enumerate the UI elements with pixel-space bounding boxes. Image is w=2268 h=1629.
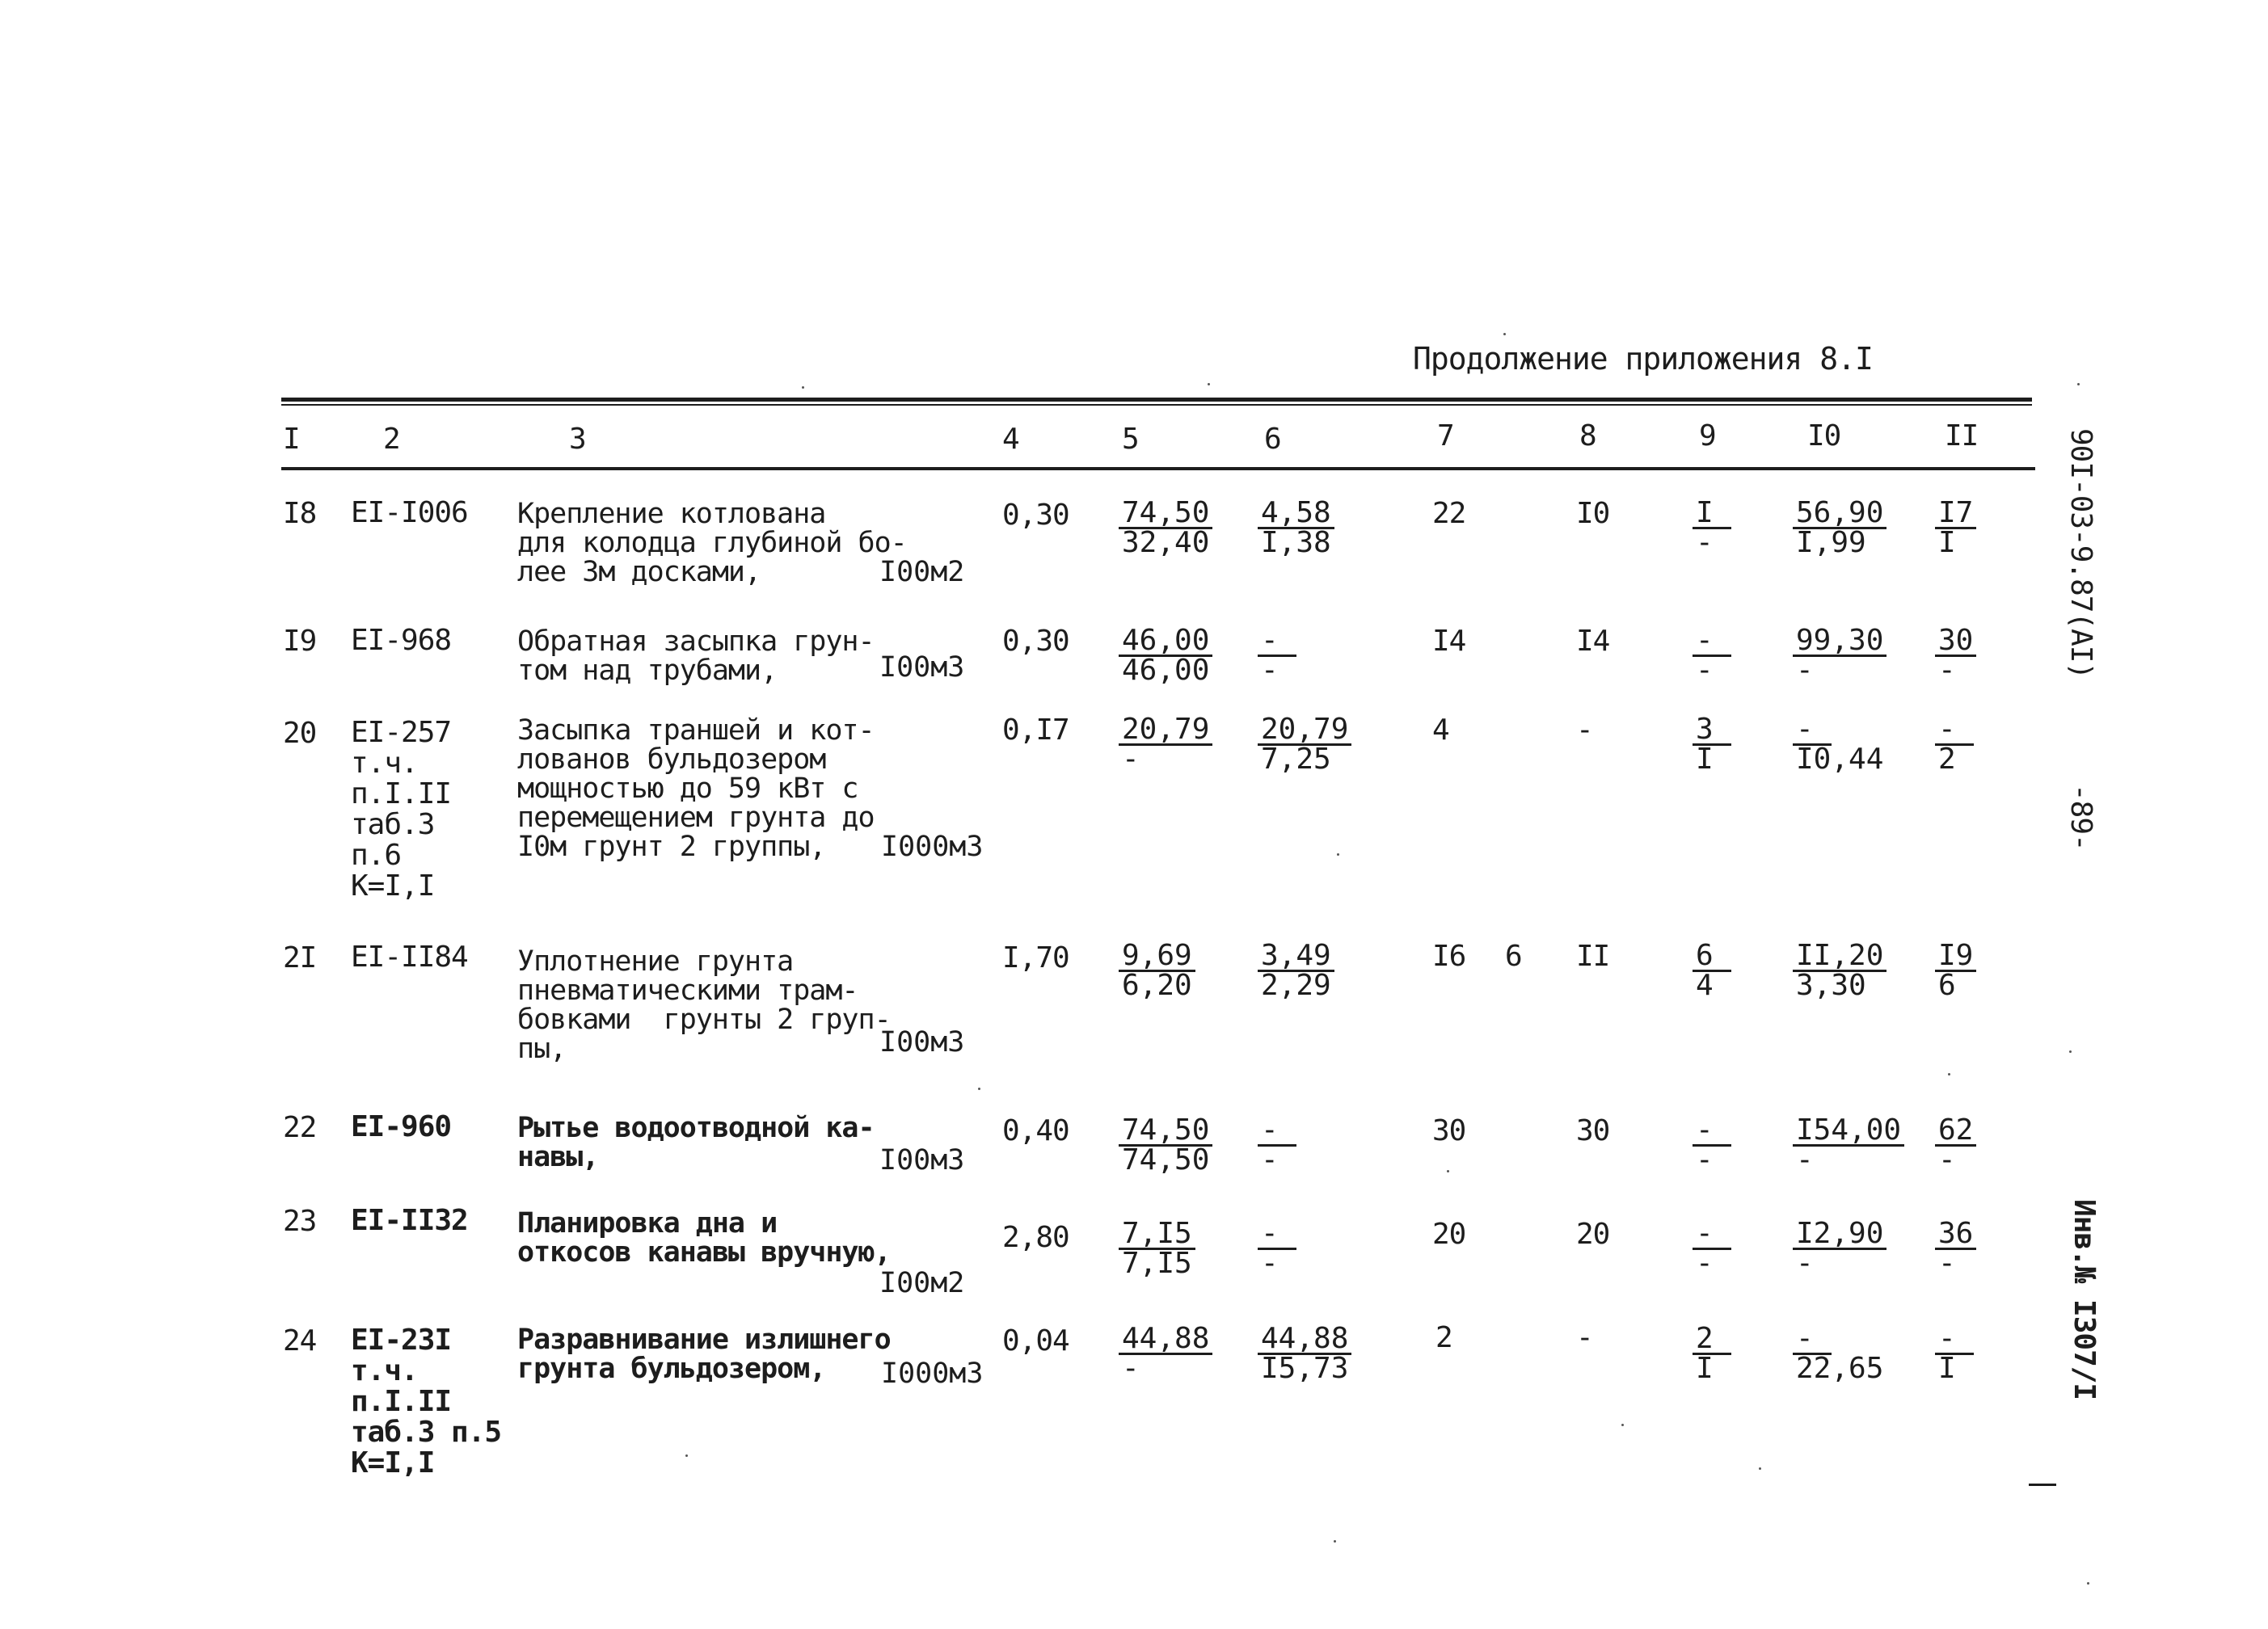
fraction-numerator: - xyxy=(1693,627,1731,657)
header-top-rule xyxy=(281,398,2032,402)
scan-speck xyxy=(2077,383,2080,385)
scan-speck xyxy=(1948,1073,1950,1075)
column-header-11: II xyxy=(1945,419,1979,452)
fraction-numerator: 4,58 xyxy=(1258,499,1334,529)
column-8-value: 20 xyxy=(1576,1218,1610,1251)
fraction-denominator: I xyxy=(1696,1352,1714,1385)
column-9-fraction xyxy=(1693,624,1798,687)
column-9-fraction xyxy=(1693,939,1798,1002)
column-5-fraction xyxy=(1119,496,1224,559)
column-header-1: I xyxy=(283,423,300,456)
fraction-numerator: - xyxy=(1793,716,1832,746)
scan-speck xyxy=(1503,333,1506,335)
scan-speck xyxy=(1334,1540,1336,1543)
side-page-number: -89- xyxy=(2064,784,2097,851)
column-8-value: II xyxy=(1576,940,1610,973)
row-number: 24 xyxy=(283,1324,317,1358)
column-9-fraction xyxy=(1693,1113,1798,1176)
unit-of-measure: I00м3 xyxy=(879,1026,965,1059)
column-5-fraction xyxy=(1119,1322,1224,1385)
column-9-fraction xyxy=(1693,1322,1798,1385)
fraction-denominator: - xyxy=(1122,743,1140,776)
work-description: Крепление котлована для колодца глубиной бо- лее 3м досками, xyxy=(517,498,907,588)
column-header-2: 2 xyxy=(383,423,400,456)
column-5-fraction xyxy=(1119,624,1224,687)
fraction-numerator: I9 xyxy=(1935,942,1976,972)
scan-speck xyxy=(1337,853,1339,856)
quantity-value: 0,30 xyxy=(1002,499,1069,532)
fraction-numerator: 2 xyxy=(1693,1325,1731,1355)
row-number: 22 xyxy=(283,1111,317,1144)
quantity-value: 0,30 xyxy=(1002,625,1069,658)
column-6-fraction xyxy=(1258,713,1363,776)
fraction-denominator: I5,73 xyxy=(1261,1352,1349,1385)
column-11-fraction xyxy=(1935,1113,2040,1176)
fraction-numerator: 46,00 xyxy=(1119,627,1212,657)
fraction-numerator: 74,50 xyxy=(1119,1117,1212,1147)
fraction-numerator: 36 xyxy=(1935,1220,1976,1250)
norm-code: EI-960 xyxy=(351,1110,452,1143)
fraction-denominator: - xyxy=(1261,1247,1279,1280)
norm-code: EI-I006 xyxy=(351,496,468,529)
column-header-8: 8 xyxy=(1579,419,1596,452)
fraction-denominator: 7,25 xyxy=(1261,743,1331,776)
column-7-value: 4 xyxy=(1432,713,1449,747)
page-title: Продолжение приложения 8.I xyxy=(1413,341,1873,377)
norm-code: EI-968 xyxy=(351,624,452,657)
column-10-fraction xyxy=(1793,1217,1914,1280)
scan-speck xyxy=(1621,1424,1624,1426)
column-6-fraction xyxy=(1258,624,1363,687)
row-number: I9 xyxy=(283,625,317,658)
column-9-fraction xyxy=(1693,1217,1798,1280)
fraction-denominator: I xyxy=(1938,1352,1956,1385)
column-8-value: I4 xyxy=(1576,625,1610,658)
fraction-numerator: - xyxy=(1258,1117,1296,1147)
fraction-numerator: - xyxy=(1258,627,1296,657)
fraction-denominator: 2 xyxy=(1938,743,1956,776)
fraction-denominator: I0,44 xyxy=(1796,743,1884,776)
column-7-value: I6 xyxy=(1432,940,1466,973)
column-9-fraction xyxy=(1693,713,1798,776)
column-header-6: 6 xyxy=(1264,423,1281,456)
fraction-denominator: - xyxy=(1938,1143,1956,1176)
fraction-numerator: 6 xyxy=(1693,942,1731,972)
fraction-denominator: - xyxy=(1696,1143,1714,1176)
fraction-denominator: I xyxy=(1938,526,1956,559)
scan-speck xyxy=(1759,1467,1761,1470)
column-11-fraction xyxy=(1935,1322,2040,1385)
column-10-fraction xyxy=(1793,939,1914,1002)
row-number: 23 xyxy=(283,1205,317,1238)
column-11-fraction xyxy=(1935,624,2040,687)
fraction-numerator: I54,00 xyxy=(1793,1117,1904,1147)
unit-of-measure: I00м2 xyxy=(879,556,965,588)
quantity-value: 0,04 xyxy=(1002,1324,1069,1358)
column-7-extra-value: 6 xyxy=(1505,940,1522,973)
column-5-fraction xyxy=(1119,939,1224,1002)
column-11-fraction xyxy=(1935,713,2040,776)
column-9-fraction xyxy=(1693,496,1798,559)
fraction-denominator: 22,65 xyxy=(1796,1352,1884,1385)
norm-code: EI-23I т.ч. п.I.II таб.3 п.5 K=I,I xyxy=(351,1324,502,1480)
margin-dash xyxy=(2029,1484,2056,1486)
unit-of-measure: I00м3 xyxy=(879,1144,965,1176)
work-description: Рытье водоотводной ка- навы, xyxy=(517,1112,875,1173)
column-10-fraction xyxy=(1793,1322,1914,1385)
fraction-numerator: I2,90 xyxy=(1793,1220,1886,1250)
column-7-value: 20 xyxy=(1432,1218,1466,1251)
column-10-fraction xyxy=(1793,496,1914,559)
fraction-denominator: I,38 xyxy=(1261,526,1331,559)
fraction-denominator: - xyxy=(1796,654,1814,687)
fraction-denominator: - xyxy=(1696,1247,1714,1280)
quantity-value: I,70 xyxy=(1002,941,1069,974)
fraction-numerator: - xyxy=(1935,1325,1974,1355)
quantity-value: 0,40 xyxy=(1002,1114,1069,1147)
column-header-9: 9 xyxy=(1699,419,1716,452)
column-10-fraction xyxy=(1793,624,1914,687)
column-11-fraction xyxy=(1935,1217,2040,1280)
column-8-value: - xyxy=(1576,713,1593,747)
column-11-fraction xyxy=(1935,939,2040,1002)
work-description: Уплотнение грунта пневматическими трам- бовками грунты 2 груп- пы, xyxy=(517,945,891,1065)
header-bottom-rule xyxy=(281,467,2035,470)
norm-code: EI-257 т.ч. п.I.II таб.3 п.6 K=I,I xyxy=(351,716,452,903)
fraction-numerator: - xyxy=(1793,1325,1832,1355)
scan-speck xyxy=(685,1454,688,1457)
fraction-numerator: - xyxy=(1693,1220,1731,1250)
column-header-5: 5 xyxy=(1122,423,1139,456)
column-7-value: 22 xyxy=(1432,497,1466,530)
column-7-value: 30 xyxy=(1432,1114,1466,1147)
fraction-denominator: - xyxy=(1938,1247,1956,1280)
scan-speck xyxy=(1447,1170,1449,1172)
column-10-fraction xyxy=(1793,713,1914,776)
column-6-fraction xyxy=(1258,1113,1363,1176)
fraction-numerator: 56,90 xyxy=(1793,499,1886,529)
fraction-denominator: 7,I5 xyxy=(1122,1247,1192,1280)
fraction-denominator: - xyxy=(1938,654,1956,687)
fraction-numerator: 7,I5 xyxy=(1119,1220,1195,1250)
side-inventory-number: Инв.№ I307/I xyxy=(2068,1199,2101,1400)
fraction-numerator: 30 xyxy=(1935,627,1976,657)
fraction-numerator: 62 xyxy=(1935,1117,1976,1147)
unit-of-measure: I00м3 xyxy=(879,651,965,684)
fraction-numerator: 74,50 xyxy=(1119,499,1212,529)
fraction-numerator: 3,49 xyxy=(1258,942,1334,972)
fraction-numerator: 20,79 xyxy=(1119,716,1212,746)
fraction-denominator: - xyxy=(1696,654,1714,687)
side-document-code: 90I-03-9.87(AI) xyxy=(2064,428,2097,680)
work-description: Засыпка траншей и кот- лованов бульдозером мощностью до 59 кВт с перемещением грунта до I0м грунт 2 группы, xyxy=(517,714,875,863)
fraction-numerator: I7 xyxy=(1935,499,1976,529)
column-8-value: I0 xyxy=(1576,497,1610,530)
scan-speck xyxy=(2087,1582,2089,1585)
fraction-denominator: - xyxy=(1261,654,1279,687)
unit-of-measure: I000м3 xyxy=(881,1358,984,1390)
scan-speck xyxy=(978,1088,980,1090)
work-description: Разравнивание излишнего грунта бульдозером, xyxy=(517,1324,891,1385)
fraction-numerator: I xyxy=(1693,499,1731,529)
column-7-value: 2 xyxy=(1435,1321,1452,1354)
fraction-denominator: - xyxy=(1122,1352,1140,1385)
norm-code: EI-II84 xyxy=(351,941,468,974)
fraction-denominator: I,99 xyxy=(1796,526,1866,559)
scan-speck xyxy=(1208,383,1210,385)
column-5-fraction xyxy=(1119,1217,1224,1280)
scan-speck xyxy=(2069,1050,2072,1053)
fraction-numerator: - xyxy=(1693,1117,1731,1147)
unit-of-measure: I000м3 xyxy=(881,831,984,863)
norm-code: EI-II32 xyxy=(351,1204,468,1237)
work-description: Обратная засыпка грун- том над трубами, xyxy=(517,625,875,687)
unit-of-measure: I00м2 xyxy=(879,1267,965,1299)
column-10-fraction xyxy=(1793,1113,1914,1176)
fraction-denominator: - xyxy=(1696,526,1714,559)
fraction-numerator: 3 xyxy=(1693,716,1731,746)
column-11-fraction xyxy=(1935,496,2040,559)
fraction-numerator: II,20 xyxy=(1793,942,1886,972)
column-5-fraction xyxy=(1119,1113,1224,1176)
column-header-4: 4 xyxy=(1002,423,1019,456)
fraction-denominator: 4 xyxy=(1696,969,1714,1002)
scan-speck xyxy=(802,386,804,389)
fraction-numerator: 44,88 xyxy=(1119,1325,1212,1355)
quantity-value: 2,80 xyxy=(1002,1221,1069,1254)
column-7-value: I4 xyxy=(1432,625,1466,658)
quantity-value: 0,I7 xyxy=(1002,713,1069,747)
fraction-numerator: - xyxy=(1935,716,1974,746)
fraction-denominator: 32,40 xyxy=(1122,526,1210,559)
fraction-numerator: 9,69 xyxy=(1119,942,1195,972)
column-6-fraction xyxy=(1258,1217,1363,1280)
column-6-fraction xyxy=(1258,496,1363,559)
fraction-numerator: 20,79 xyxy=(1258,716,1351,746)
column-8-value: - xyxy=(1576,1321,1593,1354)
fraction-numerator: - xyxy=(1258,1220,1296,1250)
fraction-numerator: 99,30 xyxy=(1793,627,1886,657)
column-header-3: 3 xyxy=(569,423,586,456)
header-top-rule-second xyxy=(281,404,2032,406)
fraction-denominator: 2,29 xyxy=(1261,969,1331,1002)
column-8-value: 30 xyxy=(1576,1114,1610,1147)
column-header-7: 7 xyxy=(1437,419,1454,452)
column-6-fraction xyxy=(1258,939,1363,1002)
fraction-numerator: 44,88 xyxy=(1258,1325,1351,1355)
fraction-denominator: 3,30 xyxy=(1796,969,1866,1002)
fraction-denominator: 74,50 xyxy=(1122,1143,1210,1176)
fraction-denominator: 6,20 xyxy=(1122,969,1192,1002)
fraction-denominator: I xyxy=(1696,743,1714,776)
work-description: Планировка дна и откосов канавы вручную, xyxy=(517,1207,891,1269)
fraction-denominator: - xyxy=(1796,1143,1814,1176)
column-5-fraction xyxy=(1119,713,1224,776)
row-number: I8 xyxy=(283,497,317,530)
row-number: 2I xyxy=(283,941,317,974)
column-6-fraction xyxy=(1258,1322,1363,1385)
fraction-denominator: - xyxy=(1796,1247,1814,1280)
fraction-denominator: 6 xyxy=(1938,969,1956,1002)
row-number: 20 xyxy=(283,717,317,750)
column-header-10: I0 xyxy=(1807,419,1841,452)
fraction-denominator: - xyxy=(1261,1143,1279,1176)
fraction-denominator: 46,00 xyxy=(1122,654,1210,687)
